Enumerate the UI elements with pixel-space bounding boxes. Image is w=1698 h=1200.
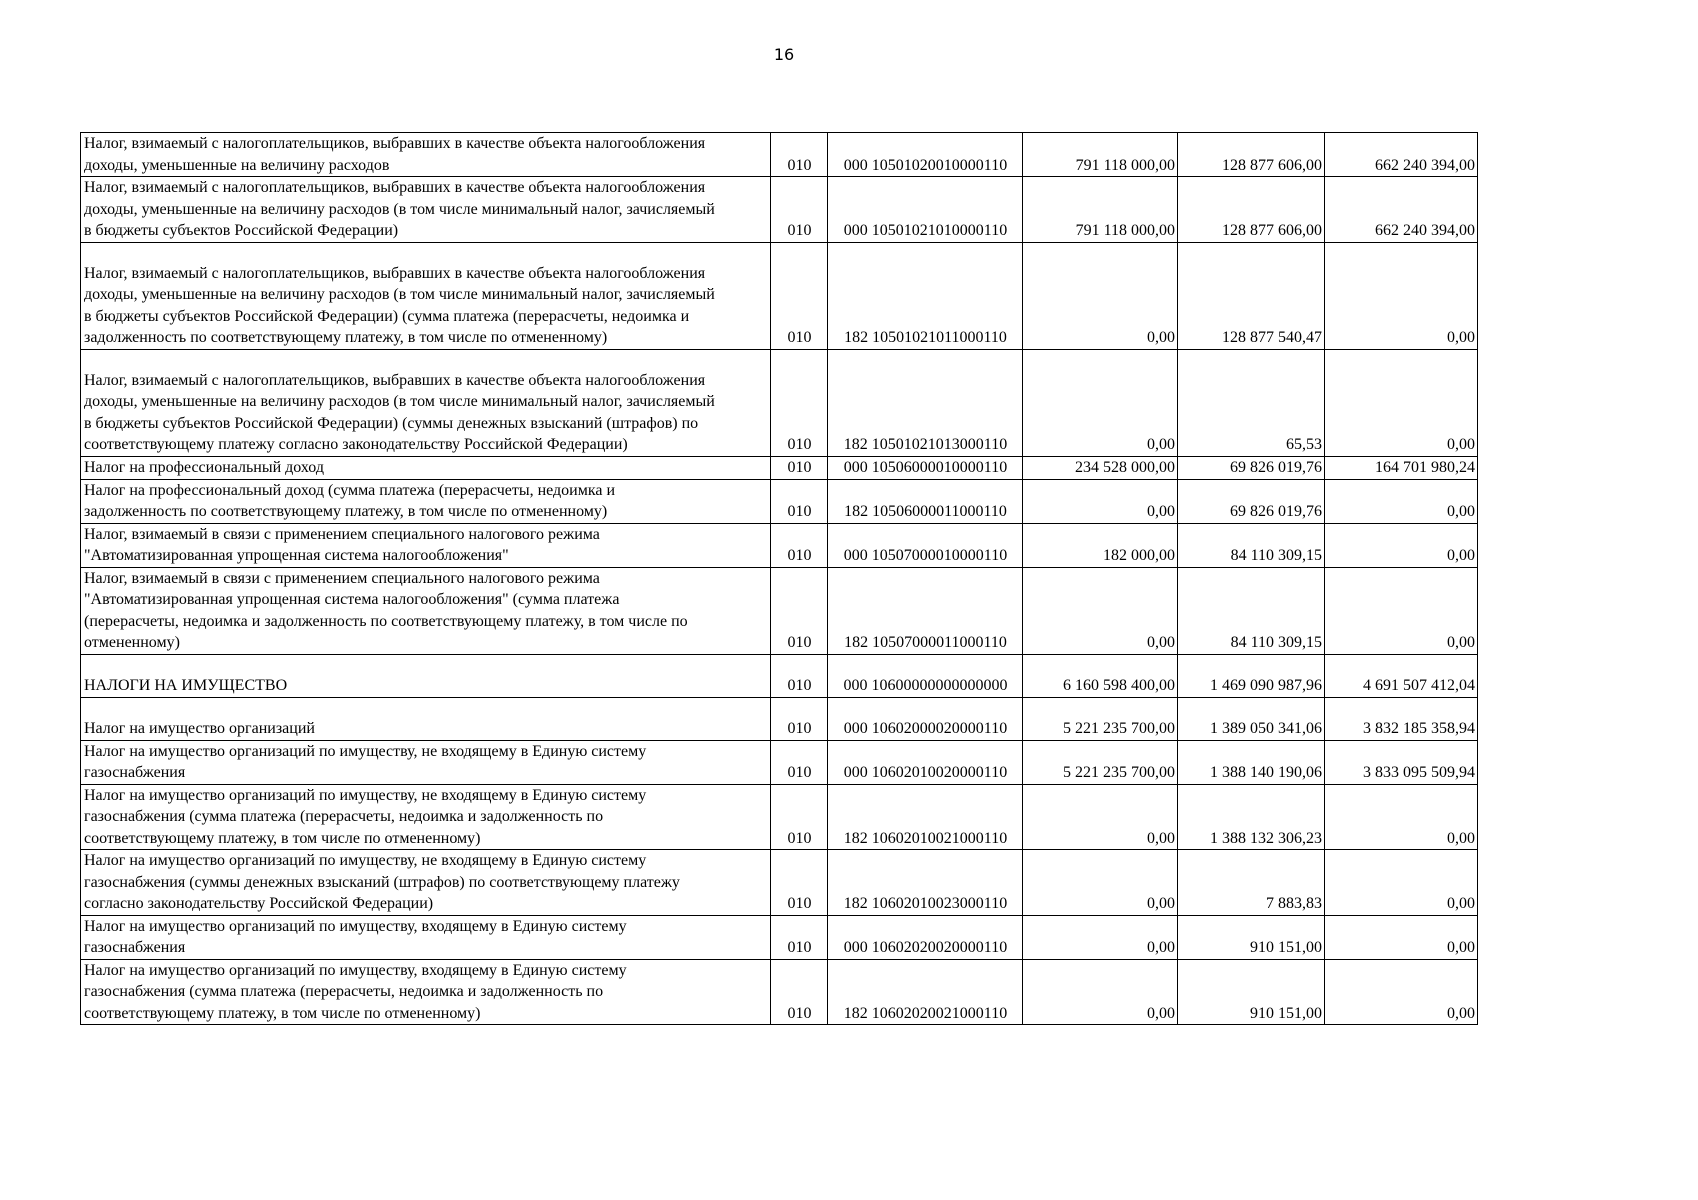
row-code: 010 xyxy=(771,133,828,177)
table-row xyxy=(81,479,1478,523)
row-name: Налог на профессиональный доход xyxy=(81,456,771,479)
row-unexecuted: 0,00 xyxy=(1325,567,1478,654)
revenue-table xyxy=(80,132,1478,1025)
row-name: Налог, взимаемый в связи с применением специального налогового режима "Автоматизированная упрощенная система налогообложения" xyxy=(81,523,771,567)
row-code: 010 xyxy=(771,456,828,479)
row-code: 010 xyxy=(771,784,828,850)
row-approved: 0,00 xyxy=(1023,850,1178,916)
row-executed: 910 151,00 xyxy=(1178,915,1325,959)
row-kbk: 000 10602020020000110 xyxy=(828,915,1023,959)
row-approved: 0,00 xyxy=(1023,479,1178,523)
row-kbk: 182 10507000011000110 xyxy=(828,567,1023,654)
table-row xyxy=(81,784,1478,850)
row-unexecuted: 0,00 xyxy=(1325,959,1478,1025)
table-body xyxy=(81,133,1478,1025)
table-row xyxy=(81,456,1478,479)
row-approved: 0,00 xyxy=(1023,567,1178,654)
row-approved: 234 528 000,00 xyxy=(1023,456,1178,479)
row-unexecuted: 4 691 507 412,04 xyxy=(1325,654,1478,697)
row-kbk: 000 10602000020000110 xyxy=(828,697,1023,740)
row-kbk: 000 10501020010000110 xyxy=(828,133,1023,177)
row-code: 010 xyxy=(771,479,828,523)
row-unexecuted: 164 701 980,24 xyxy=(1325,456,1478,479)
row-kbk: 000 10600000000000000 xyxy=(828,654,1023,697)
row-executed: 910 151,00 xyxy=(1178,959,1325,1025)
row-executed: 1 388 140 190,06 xyxy=(1178,740,1325,784)
row-approved: 0,00 xyxy=(1023,784,1178,850)
row-name: Налог на имущество организаций по имуществу, входящему в Единую систему газоснабжения (сумма платежа (перерасчеты, недоимка и задолженность по соответствующему платежу, в том числе по отмененному) xyxy=(81,959,771,1025)
row-name: Налог на профессиональный доход (сумма платежа (перерасчеты, недоимка и задолженность по соответствующему платежу, в том числе по отмененному) xyxy=(81,479,771,523)
row-executed: 128 877 606,00 xyxy=(1178,133,1325,177)
row-kbk: 000 10501021010000110 xyxy=(828,177,1023,243)
row-unexecuted: 0,00 xyxy=(1325,850,1478,916)
row-unexecuted: 0,00 xyxy=(1325,915,1478,959)
row-kbk: 182 10501021011000110 xyxy=(828,242,1023,349)
row-code: 010 xyxy=(771,523,828,567)
row-executed: 1 389 050 341,06 xyxy=(1178,697,1325,740)
row-name: Налог, взимаемый с налогоплательщиков, выбравших в качестве объекта налогообложения доходы, уменьшенные на величину расходов xyxy=(81,133,771,177)
row-unexecuted: 662 240 394,00 xyxy=(1325,133,1478,177)
row-name: Налог на имущество организаций xyxy=(81,697,771,740)
page-number: 16 xyxy=(773,45,795,64)
row-unexecuted: 0,00 xyxy=(1325,523,1478,567)
row-approved: 182 000,00 xyxy=(1023,523,1178,567)
row-code: 010 xyxy=(771,740,828,784)
row-kbk: 182 10602010023000110 xyxy=(828,850,1023,916)
table-row xyxy=(81,177,1478,243)
row-executed: 1 388 132 306,23 xyxy=(1178,784,1325,850)
row-code: 010 xyxy=(771,697,828,740)
table-row xyxy=(81,349,1478,456)
row-name: НАЛОГИ НА ИМУЩЕСТВО xyxy=(81,654,771,697)
row-executed: 84 110 309,15 xyxy=(1178,567,1325,654)
row-kbk: 000 10506000010000110 xyxy=(828,456,1023,479)
row-name: Налог, взимаемый с налогоплательщиков, выбравших в качестве объекта налогообложения доходы, уменьшенные на величину расходов (в том числе минимальный налог, зачисляемый в бюджеты субъектов Российской Федерации) (сумма платежа (перерасчеты, недоимка и задолженность по соответствующему платежу, в том числе по отмененному) xyxy=(81,242,771,349)
row-kbk: 182 10602010021000110 xyxy=(828,784,1023,850)
row-executed: 84 110 309,15 xyxy=(1178,523,1325,567)
table-row xyxy=(81,523,1478,567)
row-unexecuted: 0,00 xyxy=(1325,784,1478,850)
row-executed: 7 883,83 xyxy=(1178,850,1325,916)
row-name: Налог на имущество организаций по имуществу, не входящему в Единую систему газоснабжения (сумма платежа (перерасчеты, недоимка и задолженность по соответствующему платежу, в том числе по отмененному) xyxy=(81,784,771,850)
row-approved: 0,00 xyxy=(1023,349,1178,456)
row-executed: 1 469 090 987,96 xyxy=(1178,654,1325,697)
row-executed: 65,53 xyxy=(1178,349,1325,456)
row-approved: 5 221 235 700,00 xyxy=(1023,697,1178,740)
row-name: Налог на имущество организаций по имуществу, не входящему в Единую систему газоснабжения xyxy=(81,740,771,784)
row-unexecuted: 3 833 095 509,94 xyxy=(1325,740,1478,784)
table-row xyxy=(81,654,1478,697)
table-row xyxy=(81,915,1478,959)
row-code: 010 xyxy=(771,959,828,1025)
row-approved: 5 221 235 700,00 xyxy=(1023,740,1178,784)
table-row xyxy=(81,697,1478,740)
row-unexecuted: 0,00 xyxy=(1325,479,1478,523)
row-approved: 0,00 xyxy=(1023,242,1178,349)
row-approved: 0,00 xyxy=(1023,959,1178,1025)
table-row xyxy=(81,133,1478,177)
row-unexecuted: 0,00 xyxy=(1325,349,1478,456)
table-row xyxy=(81,740,1478,784)
row-code: 010 xyxy=(771,567,828,654)
table-row xyxy=(81,242,1478,349)
row-kbk: 182 10506000011000110 xyxy=(828,479,1023,523)
row-unexecuted: 3 832 185 358,94 xyxy=(1325,697,1478,740)
row-kbk: 000 10507000010000110 xyxy=(828,523,1023,567)
row-unexecuted: 0,00 xyxy=(1325,242,1478,349)
row-kbk: 182 10501021013000110 xyxy=(828,349,1023,456)
row-name: Налог на имущество организаций по имуществу, входящему в Единую систему газоснабжения xyxy=(81,915,771,959)
row-code: 010 xyxy=(771,915,828,959)
row-approved: 791 118 000,00 xyxy=(1023,133,1178,177)
row-kbk: 182 10602020021000110 xyxy=(828,959,1023,1025)
row-executed: 69 826 019,76 xyxy=(1178,479,1325,523)
row-name: Налог на имущество организаций по имуществу, не входящему в Единую систему газоснабжения (суммы денежных взысканий (штрафов) по соответствующему платежу согласно законодательству Российской Федерации) xyxy=(81,850,771,916)
row-executed: 128 877 606,00 xyxy=(1178,177,1325,243)
row-code: 010 xyxy=(771,850,828,916)
row-name: Налог, взимаемый с налогоплательщиков, выбравших в качестве объекта налогообложения доходы, уменьшенные на величину расходов (в том числе минимальный налог, зачисляемый в бюджеты субъектов Российской Федерации) xyxy=(81,177,771,243)
table-row xyxy=(81,850,1478,916)
row-code: 010 xyxy=(771,349,828,456)
row-code: 010 xyxy=(771,654,828,697)
row-executed: 69 826 019,76 xyxy=(1178,456,1325,479)
row-code: 010 xyxy=(771,177,828,243)
row-approved: 791 118 000,00 xyxy=(1023,177,1178,243)
table-row xyxy=(81,567,1478,654)
row-unexecuted: 662 240 394,00 xyxy=(1325,177,1478,243)
row-kbk: 000 10602010020000110 xyxy=(828,740,1023,784)
row-name: Налог, взимаемый в связи с применением специального налогового режима "Автоматизированная упрощенная система налогообложения" (сумма платежа (перерасчеты, недоимка и задолженность по соответствующему платежу, в том числе по отмененному) xyxy=(81,567,771,654)
row-name: Налог, взимаемый с налогоплательщиков, выбравших в качестве объекта налогообложения доходы, уменьшенные на величину расходов (в том числе минимальный налог, зачисляемый в бюджеты субъектов Российской Федерации) (суммы денежных взысканий (штрафов) по соответствующему платежу согласно законодательству Российской Федерации) xyxy=(81,349,771,456)
row-approved: 6 160 598 400,00 xyxy=(1023,654,1178,697)
row-approved: 0,00 xyxy=(1023,915,1178,959)
table-row xyxy=(81,959,1478,1025)
row-code: 010 xyxy=(771,242,828,349)
row-executed: 128 877 540,47 xyxy=(1178,242,1325,349)
